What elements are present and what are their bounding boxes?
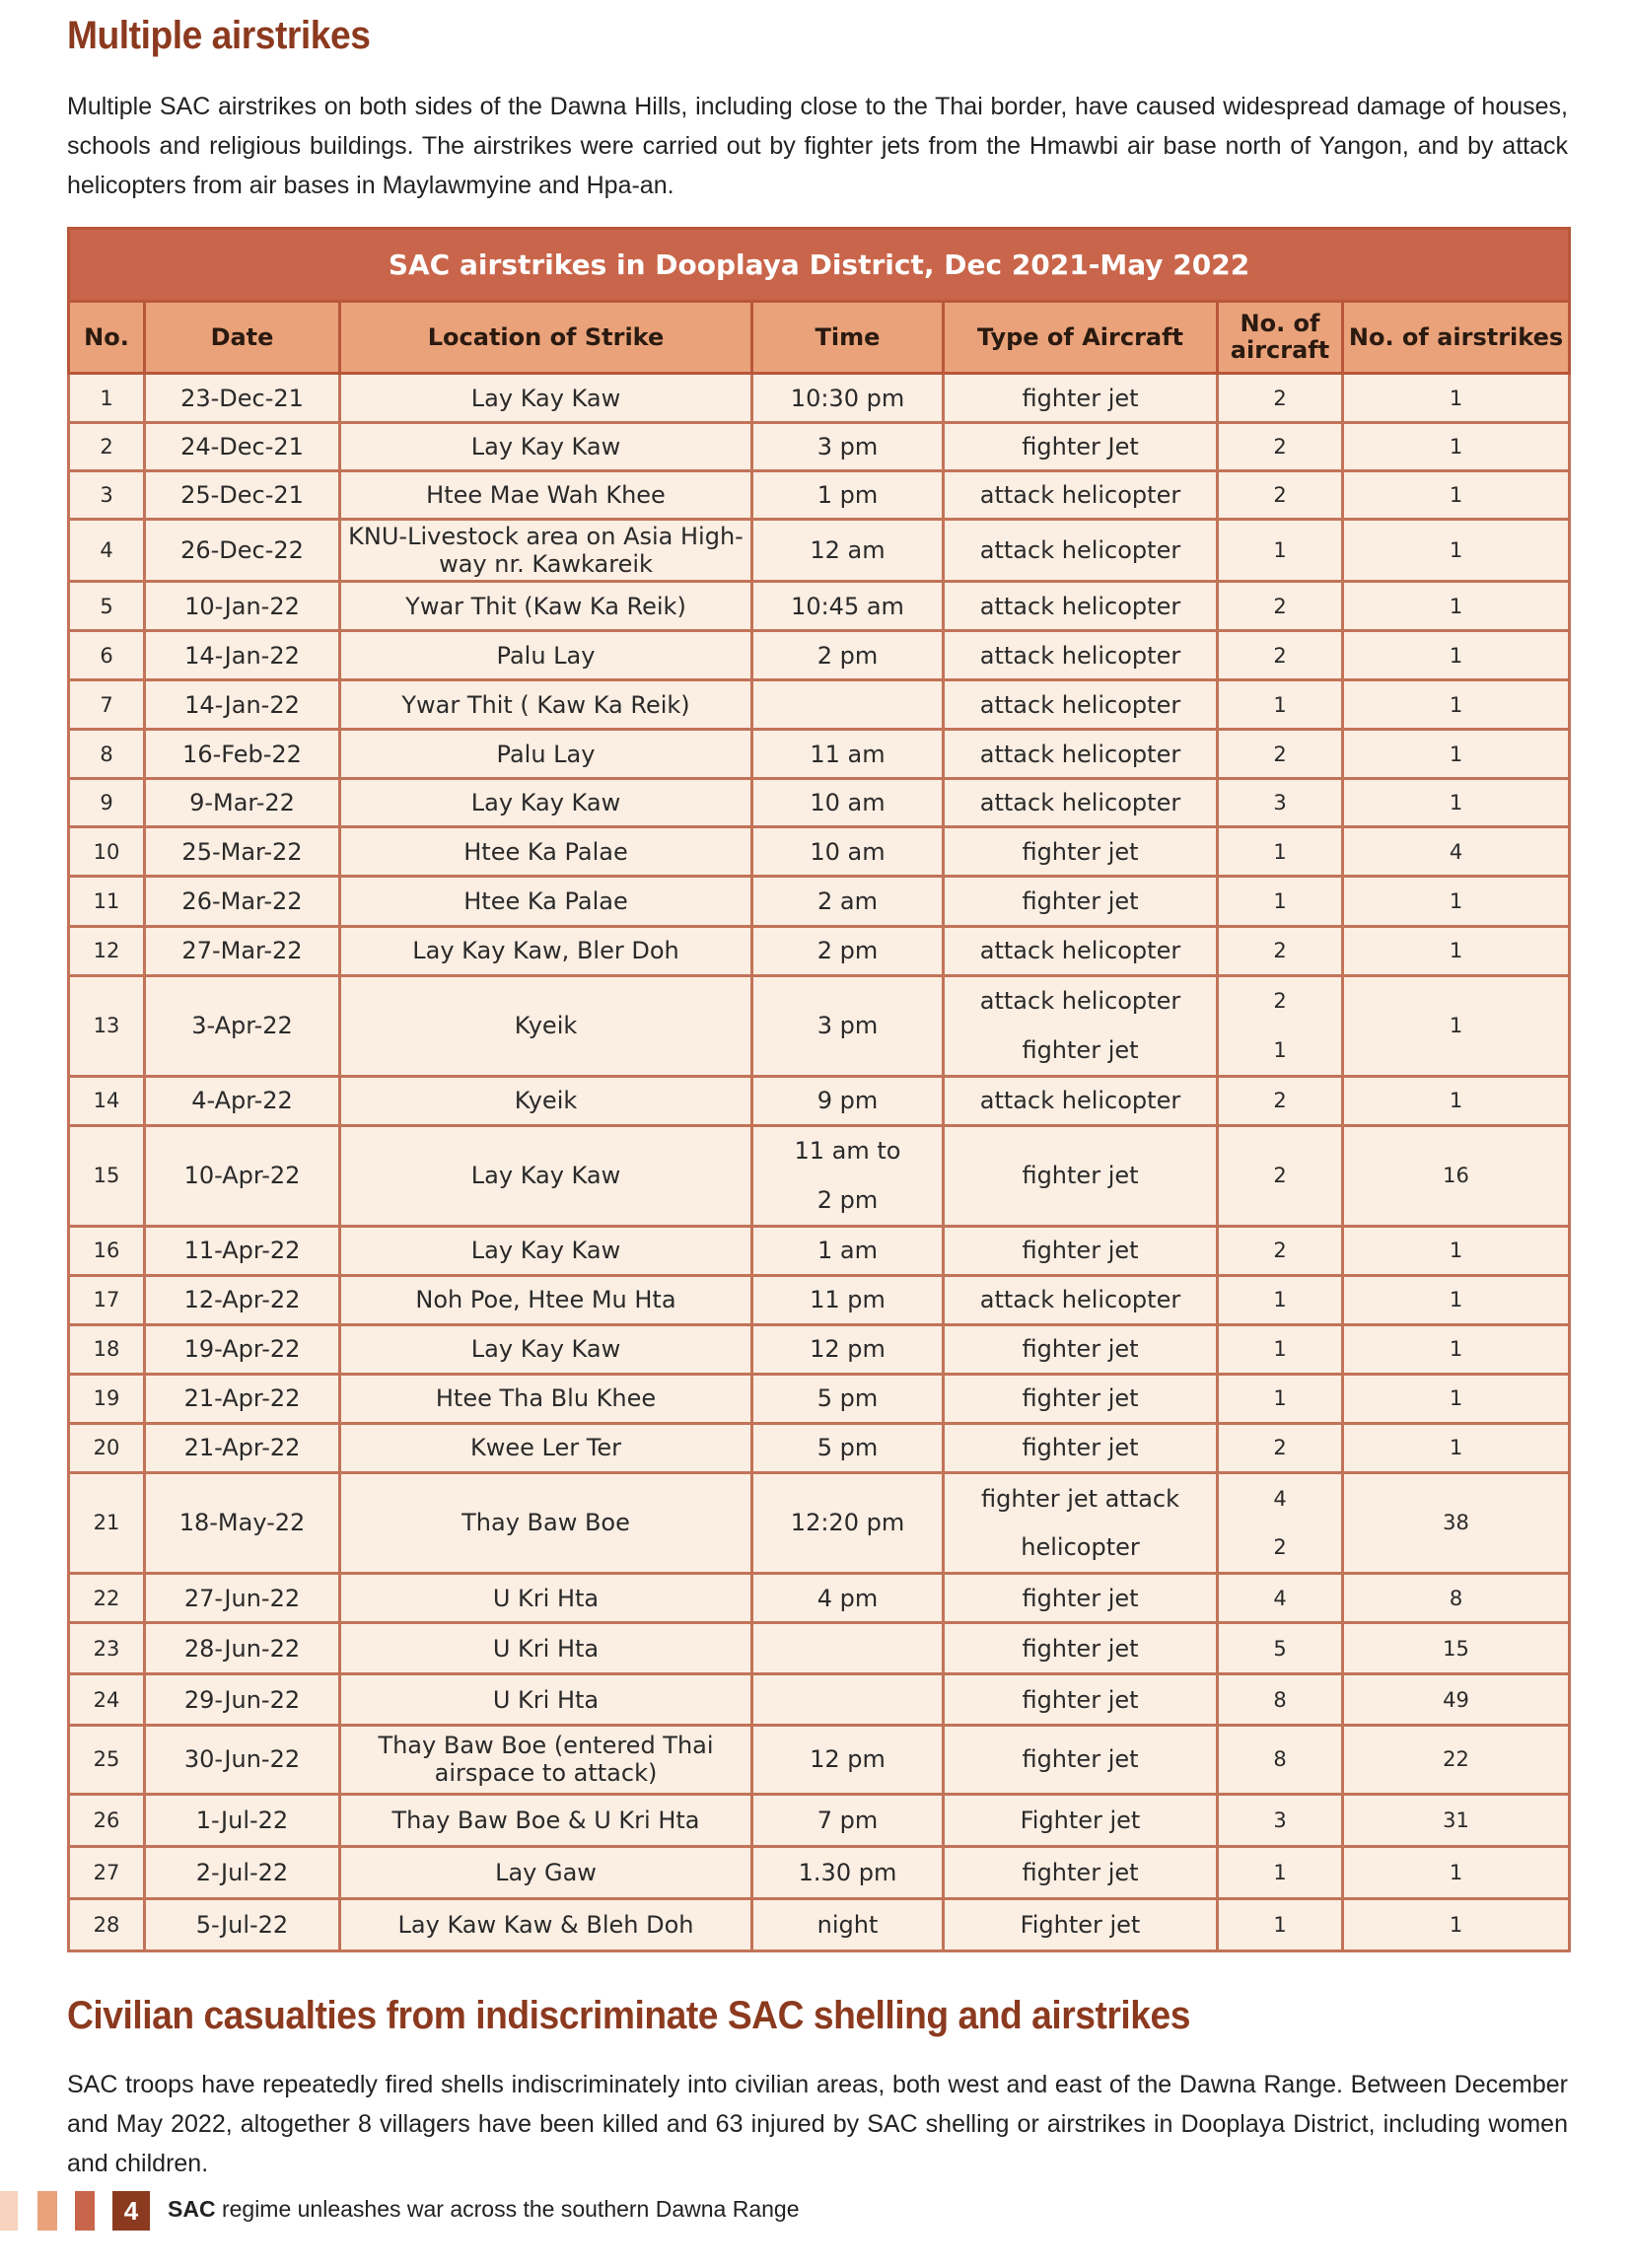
table-row <box>69 631 1570 680</box>
cell-airstrike-count: 15 <box>1343 1623 1570 1674</box>
cell-aircraft-type <box>944 1472 1218 1573</box>
cell-time-line: 2 pm <box>816 1185 879 1214</box>
cell-aircraft-type: fighter jet <box>944 877 1218 926</box>
cell-airstrike-count: 1 <box>1343 1275 1570 1324</box>
cell-time: night <box>752 1898 944 1950</box>
cell-location: Htee Mae Wah Khee <box>340 471 752 520</box>
cell-aircraft-count: 1 <box>1218 680 1343 730</box>
cell-date: 14-Jan-22 <box>145 680 340 730</box>
cell-aircraft-type: attack helicopter <box>944 680 1218 730</box>
cell-time: 2 pm <box>752 926 944 975</box>
table-row <box>69 520 1570 582</box>
cell-aircraft-type-line: fighter jet attack <box>980 1484 1180 1513</box>
cell-no: 5 <box>69 582 145 631</box>
cell-airstrike-count: 1 <box>1343 582 1570 631</box>
cell-airstrike-count: 1 <box>1343 1846 1570 1898</box>
table-row <box>69 975 1570 1076</box>
cell-aircraft-count: 5 <box>1218 1623 1343 1674</box>
cell-aircraft-count: 2 <box>1218 471 1343 520</box>
cell-aircraft-count: 3 <box>1218 1794 1343 1846</box>
cell-time: 11 am <box>752 730 944 779</box>
cell-aircraft-type: attack helicopter <box>944 1076 1218 1125</box>
cell-airstrike-count: 1 <box>1343 975 1570 1076</box>
cell-aircraft-type: fighter jet <box>944 1846 1218 1898</box>
cell-aircraft-type: Fighter jet <box>944 1794 1218 1846</box>
cell-no: 25 <box>69 1726 145 1794</box>
cell-aircraft-count-line: 2 <box>1273 1535 1287 1560</box>
cell-date: 10-Apr-22 <box>145 1125 340 1226</box>
cell-location: U Kri Hta <box>340 1574 752 1623</box>
table-row <box>69 1374 1570 1423</box>
cell-location: KNU-Livestock area on Asia High-way nr. Kawkareik <box>340 520 752 582</box>
cell-location: Lay Kay Kaw <box>340 374 752 423</box>
cell-location: Lay Kay Kaw <box>340 423 752 471</box>
cell-aircraft-count: 1 <box>1218 1898 1343 1950</box>
cell-aircraft-type: fighter jet <box>944 1423 1218 1472</box>
cell-aircraft-type-line: fighter jet <box>1022 1035 1139 1064</box>
cell-time-line: 11 am to <box>794 1137 901 1166</box>
cell-date: 21-Apr-22 <box>145 1423 340 1472</box>
cell-airstrike-count: 1 <box>1343 423 1570 471</box>
cell-aircraft-type: fighter jet <box>944 1674 1218 1726</box>
cell-time <box>752 1674 944 1726</box>
cell-date: 18-May-22 <box>145 1472 340 1573</box>
column-header-location: Location of Strike <box>340 302 752 374</box>
cell-time: 1 am <box>752 1226 944 1275</box>
cell-time: 3 pm <box>752 975 944 1076</box>
cell-no: 1 <box>69 374 145 423</box>
cell-time: 10:30 pm <box>752 374 944 423</box>
table-row <box>69 1423 1570 1472</box>
cell-no: 22 <box>69 1574 145 1623</box>
intro-paragraph: Multiple SAC airstrikes on both sides of the Dawna Hills, including close to the Thai border, have caused widespread damage of houses, schools and religious buildings. The airstrikes were carried out by fighter jets from the Hmawbi air base north of Yangon, and by attack helicopters from air bases in Maylawmyine and Hpa-an. <box>67 93 1568 199</box>
table-row <box>69 1846 1570 1898</box>
cell-date: 1-Jul-22 <box>145 1794 340 1846</box>
cell-location: Thay Baw Boe & U Kri Hta <box>340 1794 752 1846</box>
cell-aircraft-type: fighter jet <box>944 1125 1218 1226</box>
cell-time: 12 pm <box>752 1726 944 1794</box>
cell-location: Kyeik <box>340 1076 752 1125</box>
section-heading-airstrikes: Multiple airstrikes <box>67 14 371 57</box>
cell-location: Htee Tha Blu Khee <box>340 1374 752 1423</box>
table-header-row <box>69 302 1570 374</box>
cell-aircraft-count: 1 <box>1218 1846 1343 1898</box>
cell-airstrike-count: 1 <box>1343 926 1570 975</box>
cell-no: 14 <box>69 1076 145 1125</box>
cell-time: 2 pm <box>752 631 944 680</box>
column-header-aircraft-type: Type of Aircraft <box>944 302 1218 374</box>
footer-decor-block <box>75 2191 95 2231</box>
cell-aircraft-count: 1 <box>1218 520 1343 582</box>
cell-aircraft-type: attack helicopter <box>944 926 1218 975</box>
cell-aircraft-count-line: 4 <box>1273 1486 1287 1511</box>
cell-aircraft-type: attack helicopter <box>944 582 1218 631</box>
cell-aircraft-type: attack helicopter <box>944 471 1218 520</box>
cell-airstrike-count: 1 <box>1343 877 1570 926</box>
cell-time <box>752 1623 944 1674</box>
table-row <box>69 730 1570 779</box>
table-row <box>69 1794 1570 1846</box>
cell-aircraft-count: 2 <box>1218 1423 1343 1472</box>
cell-date: 28-Jun-22 <box>145 1623 340 1674</box>
cell-aircraft-count: 1 <box>1218 877 1343 926</box>
cell-no: 12 <box>69 926 145 975</box>
cell-no: 7 <box>69 680 145 730</box>
cell-time: 1 pm <box>752 471 944 520</box>
cell-airstrike-count: 22 <box>1343 1726 1570 1794</box>
cell-airstrike-count: 1 <box>1343 1324 1570 1374</box>
cell-aircraft-type: fighter jet <box>944 1226 1218 1275</box>
cell-time: 10 am <box>752 779 944 827</box>
page-footer <box>0 2191 986 2231</box>
column-header-time: Time <box>752 302 944 374</box>
cell-airstrike-count: 1 <box>1343 1374 1570 1423</box>
cell-aircraft-count: 2 <box>1218 374 1343 423</box>
cell-date: 23-Dec-21 <box>145 374 340 423</box>
table-row <box>69 1076 1570 1125</box>
cell-location: Lay Kay Kaw <box>340 1125 752 1226</box>
cell-no: 24 <box>69 1674 145 1726</box>
cell-date: 25-Dec-21 <box>145 471 340 520</box>
casualties-paragraph: SAC troops have repeatedly fired shells indiscriminately into civilian areas, both west and east of the Dawna Range. Between December and May 2022, altogether 8 villagers have been killed and 63 injured by SAC shelling or airstrikes in Dooplaya District, including women and children. <box>67 2071 1568 2177</box>
cell-no: 9 <box>69 779 145 827</box>
cell-aircraft-count: 1 <box>1218 1275 1343 1324</box>
cell-airstrike-count: 1 <box>1343 1226 1570 1275</box>
footer-title-bold: SAC <box>168 2196 216 2222</box>
cell-aircraft-count: 3 <box>1218 779 1343 827</box>
cell-no: 16 <box>69 1226 145 1275</box>
cell-time: 3 pm <box>752 423 944 471</box>
cell-time: 2 am <box>752 877 944 926</box>
cell-no: 8 <box>69 730 145 779</box>
table-row <box>69 1574 1570 1623</box>
cell-airstrike-count: 1 <box>1343 680 1570 730</box>
cell-no: 28 <box>69 1898 145 1950</box>
table-row <box>69 926 1570 975</box>
cell-no: 6 <box>69 631 145 680</box>
table-row <box>69 1125 1570 1226</box>
footer-decor-block <box>37 2191 57 2231</box>
cell-airstrike-count: 1 <box>1343 1076 1570 1125</box>
cell-location: Lay Kaw Kaw & Bleh Doh <box>340 1898 752 1950</box>
cell-aircraft-count: 1 <box>1218 1324 1343 1374</box>
cell-aircraft-type: fighter jet <box>944 1623 1218 1674</box>
column-header-no: No. <box>69 302 145 374</box>
cell-date: 26-Mar-22 <box>145 877 340 926</box>
table-row <box>69 423 1570 471</box>
table-row <box>69 374 1570 423</box>
cell-aircraft-count <box>1218 1472 1343 1573</box>
cell-airstrike-count: 1 <box>1343 730 1570 779</box>
cell-date: 2-Jul-22 <box>145 1846 340 1898</box>
cell-date: 9-Mar-22 <box>145 779 340 827</box>
cell-aircraft-count: 1 <box>1218 1374 1343 1423</box>
cell-location: U Kri Hta <box>340 1674 752 1726</box>
table-row <box>69 471 1570 520</box>
table-row <box>69 1226 1570 1275</box>
cell-date: 27-Mar-22 <box>145 926 340 975</box>
table-title: SAC airstrikes in Dooplaya District, Dec 2021-May 2022 <box>69 229 1570 302</box>
table-row <box>69 779 1570 827</box>
cell-no: 3 <box>69 471 145 520</box>
cell-location: Lay Kay Kaw <box>340 1226 752 1275</box>
cell-location: Thay Baw Boe (entered Thai airspace to attack) <box>340 1726 752 1794</box>
cell-no: 13 <box>69 975 145 1076</box>
cell-aircraft-type: fighter jet <box>944 1726 1218 1794</box>
cell-airstrike-count: 1 <box>1343 631 1570 680</box>
column-header-aircraft-count: No. of aircraft <box>1218 302 1343 374</box>
column-header-airstrike-count: No. of airstrikes <box>1343 302 1570 374</box>
cell-no: 19 <box>69 1374 145 1423</box>
cell-time: 9 pm <box>752 1076 944 1125</box>
cell-location: Lay Kay Kaw <box>340 779 752 827</box>
cell-no: 10 <box>69 827 145 877</box>
cell-aircraft-type: attack helicopter <box>944 1275 1218 1324</box>
cell-aircraft-type-line: attack helicopter <box>979 987 1181 1016</box>
cell-time: 11 pm <box>752 1275 944 1324</box>
cell-location: Kyeik <box>340 975 752 1076</box>
cell-no: 23 <box>69 1623 145 1674</box>
cell-date: 24-Dec-21 <box>145 423 340 471</box>
cell-location: Ywar Thit ( Kaw Ka Reik) <box>340 680 752 730</box>
cell-location: Htee Ka Palae <box>340 827 752 877</box>
cell-aircraft-count: 2 <box>1218 1226 1343 1275</box>
cell-time <box>752 1125 944 1226</box>
cell-location: Noh Poe, Htee Mu Hta <box>340 1275 752 1324</box>
airstrikes-table <box>67 227 1571 1952</box>
cell-date: 12-Apr-22 <box>145 1275 340 1324</box>
cell-airstrike-count: 38 <box>1343 1472 1570 1573</box>
cell-time: 5 pm <box>752 1423 944 1472</box>
cell-no: 27 <box>69 1846 145 1898</box>
cell-date: 29-Jun-22 <box>145 1674 340 1726</box>
section-heading-casualties: Civilian casualties from indiscriminate SAC shelling and airstrikes <box>67 1994 1190 2037</box>
cell-aircraft-type: attack helicopter <box>944 631 1218 680</box>
cell-aircraft-type: attack helicopter <box>944 520 1218 582</box>
cell-no: 18 <box>69 1324 145 1374</box>
cell-time: 1.30 pm <box>752 1846 944 1898</box>
cell-date: 3-Apr-22 <box>145 975 340 1076</box>
column-header-date: Date <box>145 302 340 374</box>
cell-location: Palu Lay <box>340 631 752 680</box>
cell-airstrike-count: 1 <box>1343 779 1570 827</box>
footer-decor-block <box>0 2191 18 2231</box>
cell-date: 14-Jan-22 <box>145 631 340 680</box>
cell-no: 2 <box>69 423 145 471</box>
cell-location: Lay Kay Kaw, Bler Doh <box>340 926 752 975</box>
cell-date: 26-Dec-22 <box>145 520 340 582</box>
cell-date: 10-Jan-22 <box>145 582 340 631</box>
cell-airstrike-count: 1 <box>1343 1898 1570 1950</box>
cell-date: 27-Jun-22 <box>145 1574 340 1623</box>
table-row <box>69 1324 1570 1374</box>
cell-time: 4 pm <box>752 1574 944 1623</box>
cell-aircraft-count: 2 <box>1218 631 1343 680</box>
cell-airstrike-count: 1 <box>1343 471 1570 520</box>
cell-time: 10 am <box>752 827 944 877</box>
cell-airstrike-count: 4 <box>1343 827 1570 877</box>
table-row <box>69 1726 1570 1794</box>
cell-aircraft-type <box>944 975 1218 1076</box>
cell-airstrike-count: 1 <box>1343 1423 1570 1472</box>
cell-no: 20 <box>69 1423 145 1472</box>
cell-location: Htee Ka Palae <box>340 877 752 926</box>
cell-aircraft-type: fighter jet <box>944 1324 1218 1374</box>
cell-no: 26 <box>69 1794 145 1846</box>
cell-date: 5-Jul-22 <box>145 1898 340 1950</box>
cell-aircraft-count: 8 <box>1218 1674 1343 1726</box>
table-row <box>69 1674 1570 1726</box>
table-row <box>69 877 1570 926</box>
cell-aircraft-count: 8 <box>1218 1726 1343 1794</box>
footer-running-title <box>168 2196 800 2223</box>
cell-aircraft-type: attack helicopter <box>944 730 1218 779</box>
cell-airstrike-count: 1 <box>1343 374 1570 423</box>
cell-airstrike-count: 8 <box>1343 1574 1570 1623</box>
cell-location: Lay Kay Kaw <box>340 1324 752 1374</box>
cell-airstrike-count: 49 <box>1343 1674 1570 1726</box>
cell-aircraft-count-line: 2 <box>1273 989 1287 1014</box>
cell-aircraft-count: 2 <box>1218 423 1343 471</box>
cell-date: 16-Feb-22 <box>145 730 340 779</box>
table-row <box>69 582 1570 631</box>
cell-time: 12 pm <box>752 1324 944 1374</box>
cell-aircraft-type: fighter jet <box>944 1574 1218 1623</box>
cell-no: 17 <box>69 1275 145 1324</box>
table-row <box>69 1623 1570 1674</box>
cell-aircraft-type: fighter jet <box>944 827 1218 877</box>
cell-time: 12 am <box>752 520 944 582</box>
cell-no: 21 <box>69 1472 145 1573</box>
table-row <box>69 1898 1570 1950</box>
cell-aircraft-count: 2 <box>1218 1076 1343 1125</box>
cell-aircraft-type: fighter jet <box>944 374 1218 423</box>
table-row <box>69 680 1570 730</box>
cell-location: Kwee Ler Ter <box>340 1423 752 1472</box>
cell-aircraft-count <box>1218 975 1343 1076</box>
cell-aircraft-count: 1 <box>1218 827 1343 877</box>
cell-aircraft-count: 2 <box>1218 582 1343 631</box>
cell-aircraft-type: attack helicopter <box>944 779 1218 827</box>
table-row <box>69 1275 1570 1324</box>
cell-location: Ywar Thit (Kaw Ka Reik) <box>340 582 752 631</box>
page-number: 4 <box>112 2191 150 2231</box>
cell-airstrike-count: 31 <box>1343 1794 1570 1846</box>
table-row <box>69 1472 1570 1573</box>
cell-location: Thay Baw Boe <box>340 1472 752 1573</box>
cell-date: 4-Apr-22 <box>145 1076 340 1125</box>
cell-aircraft-type-line: helicopter <box>1021 1533 1140 1562</box>
cell-aircraft-type: Fighter jet <box>944 1898 1218 1950</box>
cell-time: 12:20 pm <box>752 1472 944 1573</box>
cell-date: 25-Mar-22 <box>145 827 340 877</box>
cell-aircraft-count: 2 <box>1218 730 1343 779</box>
cell-aircraft-type: fighter jet <box>944 1374 1218 1423</box>
cell-location: Lay Gaw <box>340 1846 752 1898</box>
cell-date: 19-Apr-22 <box>145 1324 340 1374</box>
cell-date: 11-Apr-22 <box>145 1226 340 1275</box>
cell-airstrike-count: 16 <box>1343 1125 1570 1226</box>
cell-no: 11 <box>69 877 145 926</box>
cell-location: Palu Lay <box>340 730 752 779</box>
cell-time: 7 pm <box>752 1794 944 1846</box>
cell-aircraft-type: fighter Jet <box>944 423 1218 471</box>
table-row <box>69 827 1570 877</box>
cell-no: 15 <box>69 1125 145 1226</box>
cell-time <box>752 680 944 730</box>
cell-aircraft-count-line: 1 <box>1273 1037 1287 1062</box>
cell-time: 10:45 am <box>752 582 944 631</box>
cell-no: 4 <box>69 520 145 582</box>
cell-aircraft-count: 4 <box>1218 1574 1343 1623</box>
cell-aircraft-count: 2 <box>1218 926 1343 975</box>
cell-aircraft-count: 2 <box>1218 1125 1343 1226</box>
cell-time: 5 pm <box>752 1374 944 1423</box>
cell-location: U Kri Hta <box>340 1623 752 1674</box>
footer-title-rest: regime unleashes war across the southern Dawna Range <box>215 2196 800 2222</box>
cell-date: 21-Apr-22 <box>145 1374 340 1423</box>
cell-airstrike-count: 1 <box>1343 520 1570 582</box>
cell-date: 30-Jun-22 <box>145 1726 340 1794</box>
